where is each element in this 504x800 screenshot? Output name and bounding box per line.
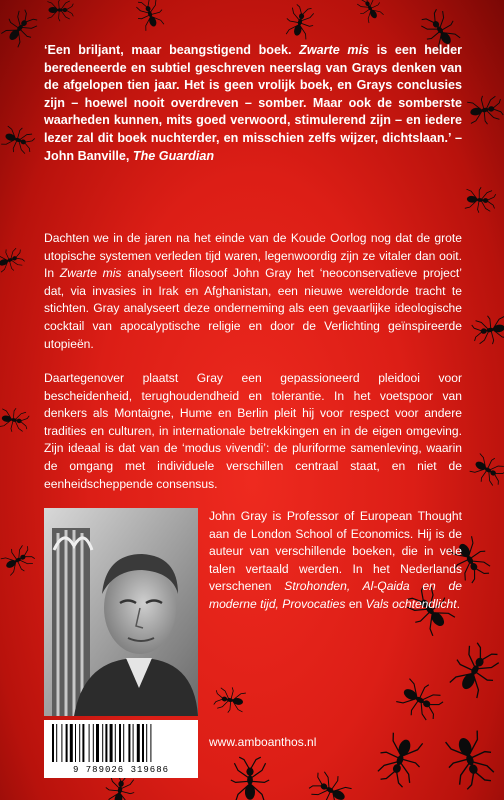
paragraph-book-title: Zwarte mis [59, 266, 122, 281]
publisher-website: www.amboanthos.nl [209, 735, 317, 749]
quote-book-title: Zwarte mis [299, 43, 370, 57]
barcode [44, 720, 198, 778]
review-quote: ‘Een briljant, maar beangstigend boek. Zwarte mis is een helder beredeneerde en subtiel geschreven neerslag van Grays denken van de afgelopen tien jaar. Het is geen vrolijk boek, en Grays conclusies zijn – hoewel nooit overdreven – somber. Maar ook de somberste waarheden kunnen, mits goed verwoord, stimulerend zijn – en iedere lezer zal dit boek nuchterder, en misschien zelfs wijzer, dichtslaan.’ – John Banville, The Guardian [44, 43, 462, 163]
description-paragraph-1: Dachten we in de jaren na het einde van de Koude Oorlog nog dat de grote utopische systemen verleden tijd waren, legenwoordig zijn ze vitaler dan ooit. In Zwarte mis analyseert filosoof John Gray het ‘neoconservatieve project’ dat, via invasies in Irak en Afghanistan, een nieuwe wereldorde tracht te stichten. Gray analyseert deze onderneming als een gevaarlijke ideologische cocktail van apocalyptische religie en door de Verlichting geïnspireerde utopieën. [44, 231, 462, 351]
author-bio: John Gray is Professor of European Thought aan de London School of Economics. Hij is de auteur van verschillende boeken, die in vele talen vertaald werden. In het Nederlands verschenen Strohonden, Al-Qaida en de moderne tijd, Provocaties en Vals ochtendlicht. [209, 509, 462, 611]
bio-books-1: Strohonden, Al-Qaida en de moderne tijd, Provocaties [209, 579, 462, 611]
isbn-number: 9 789026 319686 [72, 765, 169, 775]
description-paragraph-2: Daartegenover plaatst Gray een gepassioneerd pleidooi voor bescheidenheid, terughoudendheid en tolerantie. In het voetspoor van denkers als Montaigne, Hume en Berlin pleit hij voor respect voor andere tradities en culturen, in internationale betrekkingen en in de eigen omgeving. Zijn ideaal is dat van de ‘modus vivendi’: de pluriforme samenleving, waarin de omgang met individuele verschillen centraal staat, en niet de eenheidscheppende consensus. [44, 371, 462, 491]
quote-source: The Guardian [132, 148, 215, 163]
author-photo [44, 508, 198, 716]
bio-books-2: Vals ochtendlicht [365, 596, 457, 611]
